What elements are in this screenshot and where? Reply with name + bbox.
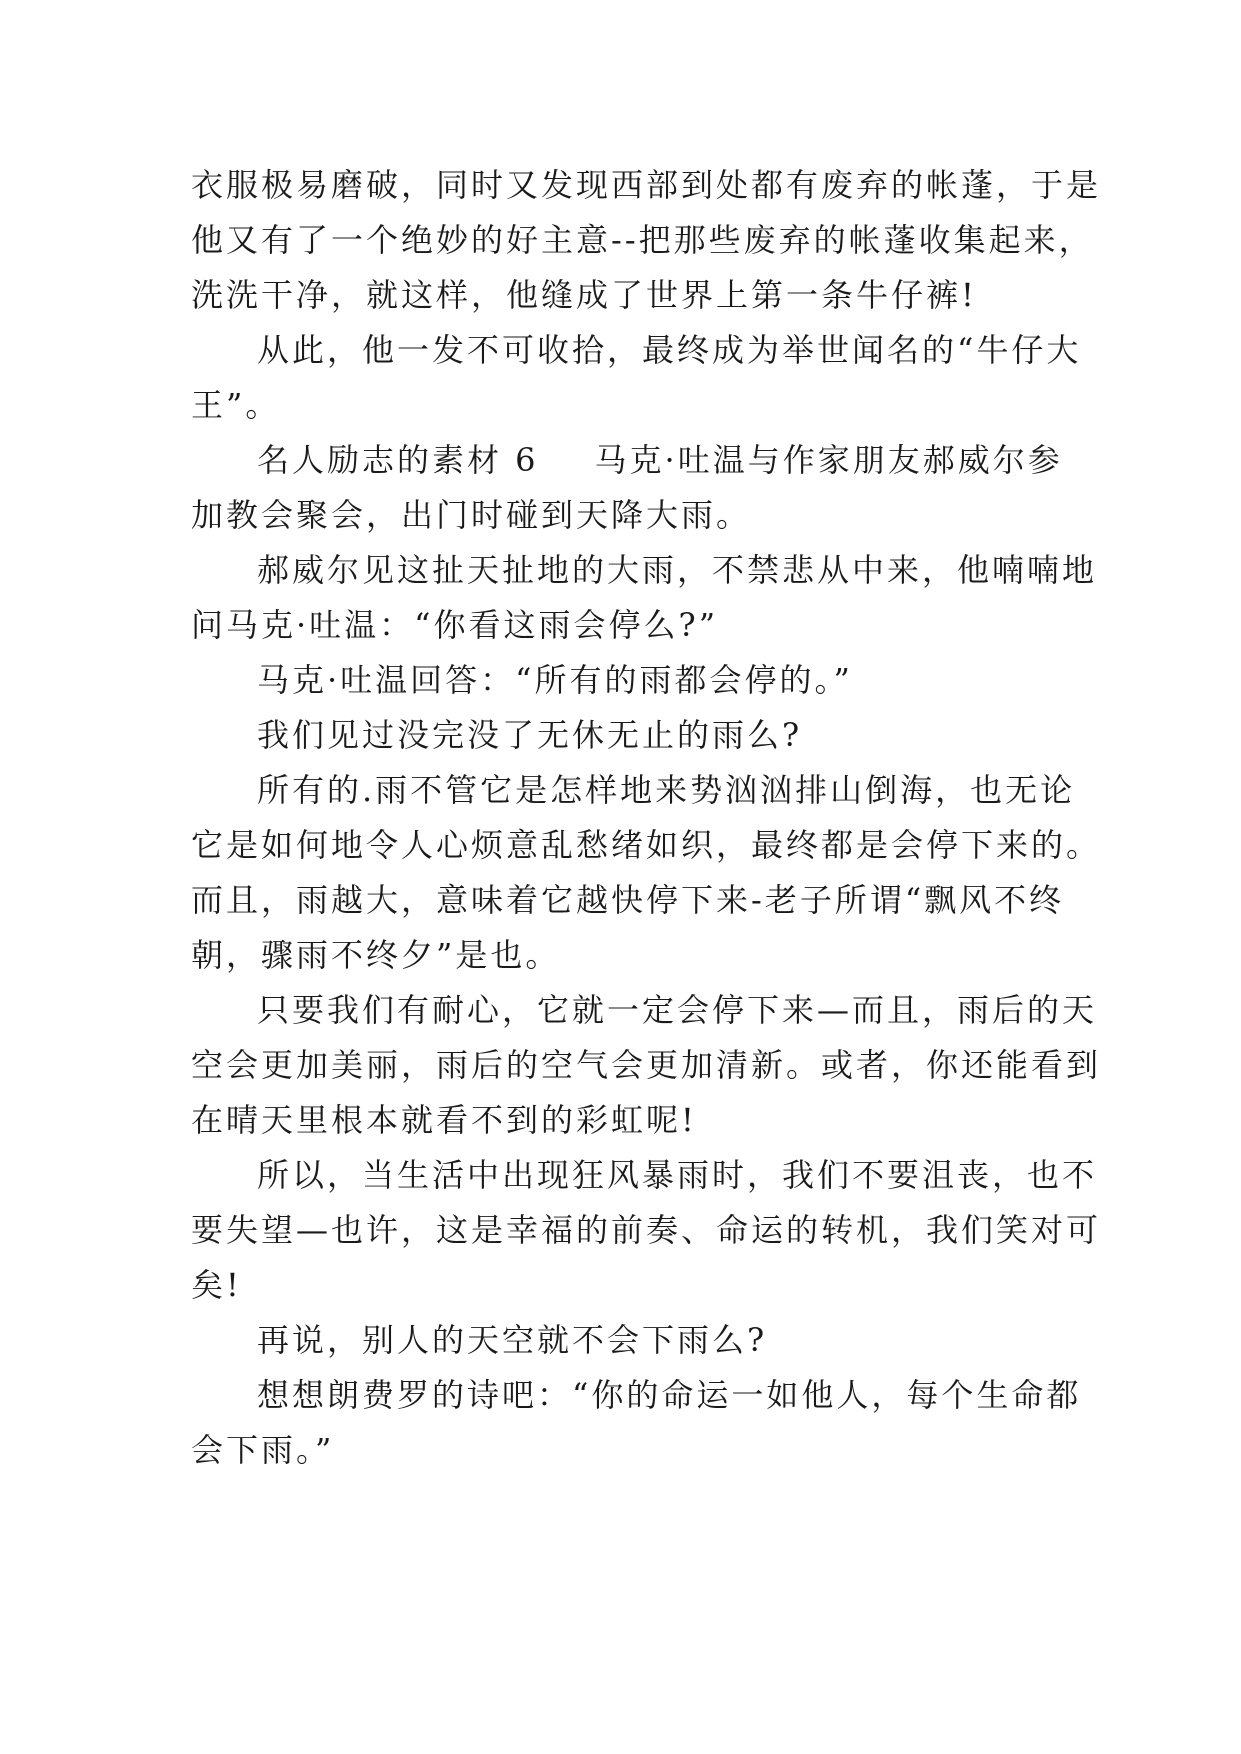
paragraph-start-line: 再说，别人的天空就不会下雨么? (257, 1321, 768, 1359)
text-line: 洗洗干净，就这样，他缝成了世界上第一条牛仔裤! (191, 276, 977, 314)
paragraph-start-line: 想想朗费罗的诗吧：“你的命运一如他人，每个生命都 (257, 1376, 1082, 1414)
text-line: 问马克·吐温：“你看这雨会停么?” (191, 606, 719, 644)
text-line: 他又有了一个绝妙的好主意--把那些废弃的帐蓬收集起来， (191, 221, 1094, 259)
text-line: 会下雨。” (191, 1431, 335, 1469)
text-line: 朝，骤雨不终夕”是也。 (191, 936, 561, 974)
text-line: 它是如何地令人心烦意乱愁绪如织，最终都是会停下来的。 (191, 826, 1102, 864)
text-line: 空会更加美丽，雨后的空气会更加清新。或者，你还能看到 (191, 1046, 1102, 1084)
section-heading-line (191, 433, 1071, 488)
text-line: 在晴天里根本就看不到的彩虹呢! (191, 1101, 697, 1139)
text-line: 衣服极易磨破，同时又发现西部到处都有废弃的帐蓬，于是 (191, 166, 1102, 204)
paragraph-start-line: 所以，当生活中出现狂风暴雨时，我们不要沮丧，也不 (257, 1156, 1098, 1194)
section-heading: 名人励志的素材 6 (257, 441, 539, 479)
paragraph-start-line: 马克·吐温回答：“所有的雨都会停的。” (257, 661, 853, 699)
text-line: 加教会聚会，出门时碰到天降大雨。 (191, 496, 752, 534)
text-line: 要失望—也许，这是幸福的前奏、命运的转机，我们笑对可 (191, 1211, 1102, 1249)
text-line: 矣! (191, 1266, 242, 1304)
paragraph-start-line: 郝威尔见这扯天扯地的大雨，不禁悲从中来，他喃喃地 (257, 551, 1098, 589)
paragraph-start-line: 从此，他一发不可收拾，最终成为举世闻名的“牛仔大 (257, 331, 1082, 369)
text-line: 王”。 (191, 386, 281, 424)
text-line: 而且，雨越大，意味着它越快停下来-老子所谓“飘风不终 (191, 881, 1065, 919)
body-text (191, 158, 1102, 1478)
section-first-sentence: 马克·吐温与作家朋友郝威尔参 (594, 441, 1063, 479)
paragraph-start-line: 只要我们有耐心，它就一定会停下来—而且，雨后的天 (257, 991, 1098, 1029)
paragraph-start-line: 我们见过没完没了无休无止的雨么? (257, 716, 803, 754)
paragraph-start-line: 所有的.雨不管它是怎样地来势汹汹排山倒海，也无论 (257, 771, 1076, 809)
